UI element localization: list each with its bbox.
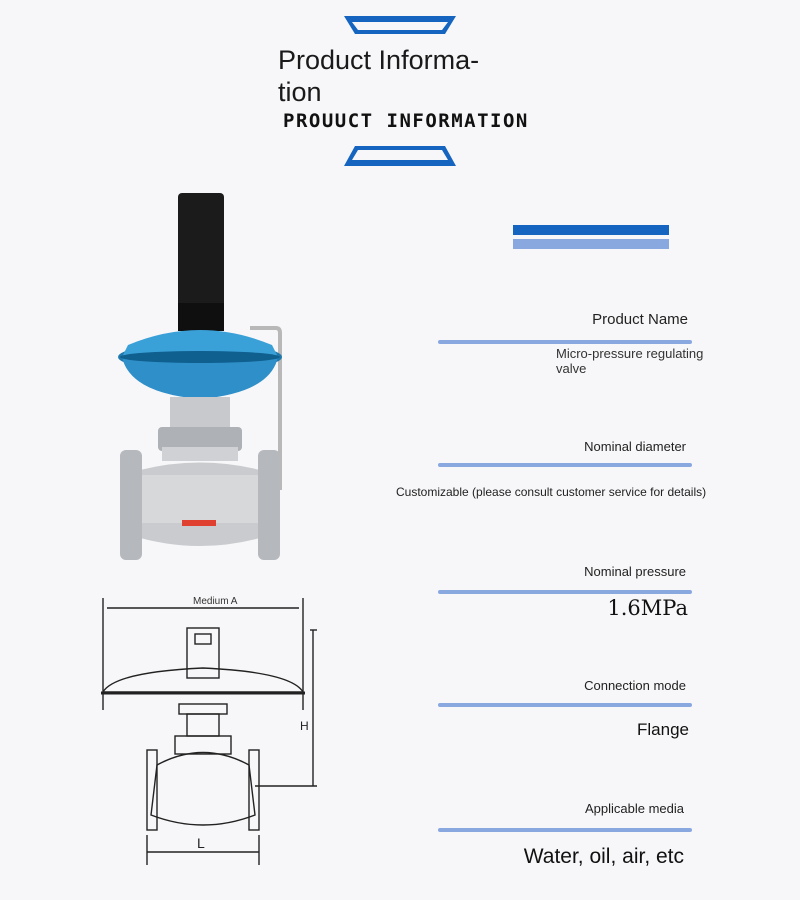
- diagram-width-label: Medium A: [193, 596, 238, 607]
- spec-divider: [438, 703, 692, 707]
- spec-divider: [438, 590, 692, 594]
- spec-label-applicable-media: Applicable media: [584, 801, 684, 816]
- accent-bar-light: [513, 239, 669, 249]
- spec-value-product-name: Micro-pressure regulating valve: [556, 346, 704, 376]
- spec-value-nominal-diameter: Customizable (please consult customer service for details): [396, 485, 707, 499]
- spec-divider: [438, 828, 692, 832]
- spec-label-nominal-diameter: Nominal diameter: [584, 439, 686, 454]
- spec-value-connection-mode: Flange: [637, 720, 689, 739]
- accent-bar-dark: [513, 225, 669, 235]
- diagram-height-label: H: [300, 719, 309, 733]
- valve-dimension-diagram: [95, 590, 335, 875]
- page-title: Product Informa-tion: [278, 45, 480, 107]
- spec-value-nominal-pressure: 1.6MPa: [607, 596, 688, 620]
- spec-label-connection-mode: Connection mode: [584, 678, 686, 693]
- spec-label-nominal-pressure: Nominal pressure: [584, 564, 686, 579]
- spec-divider: [438, 463, 692, 467]
- spec-value-applicable-media: Water, oil, air, etc: [523, 845, 684, 868]
- valve-product-image: [100, 185, 320, 570]
- page-subtitle: PROUUCT INFORMATION: [283, 110, 529, 132]
- spec-label-product-name: Product Name: [592, 311, 688, 328]
- diagram-length-label: L: [197, 835, 205, 851]
- spec-divider: [438, 340, 692, 344]
